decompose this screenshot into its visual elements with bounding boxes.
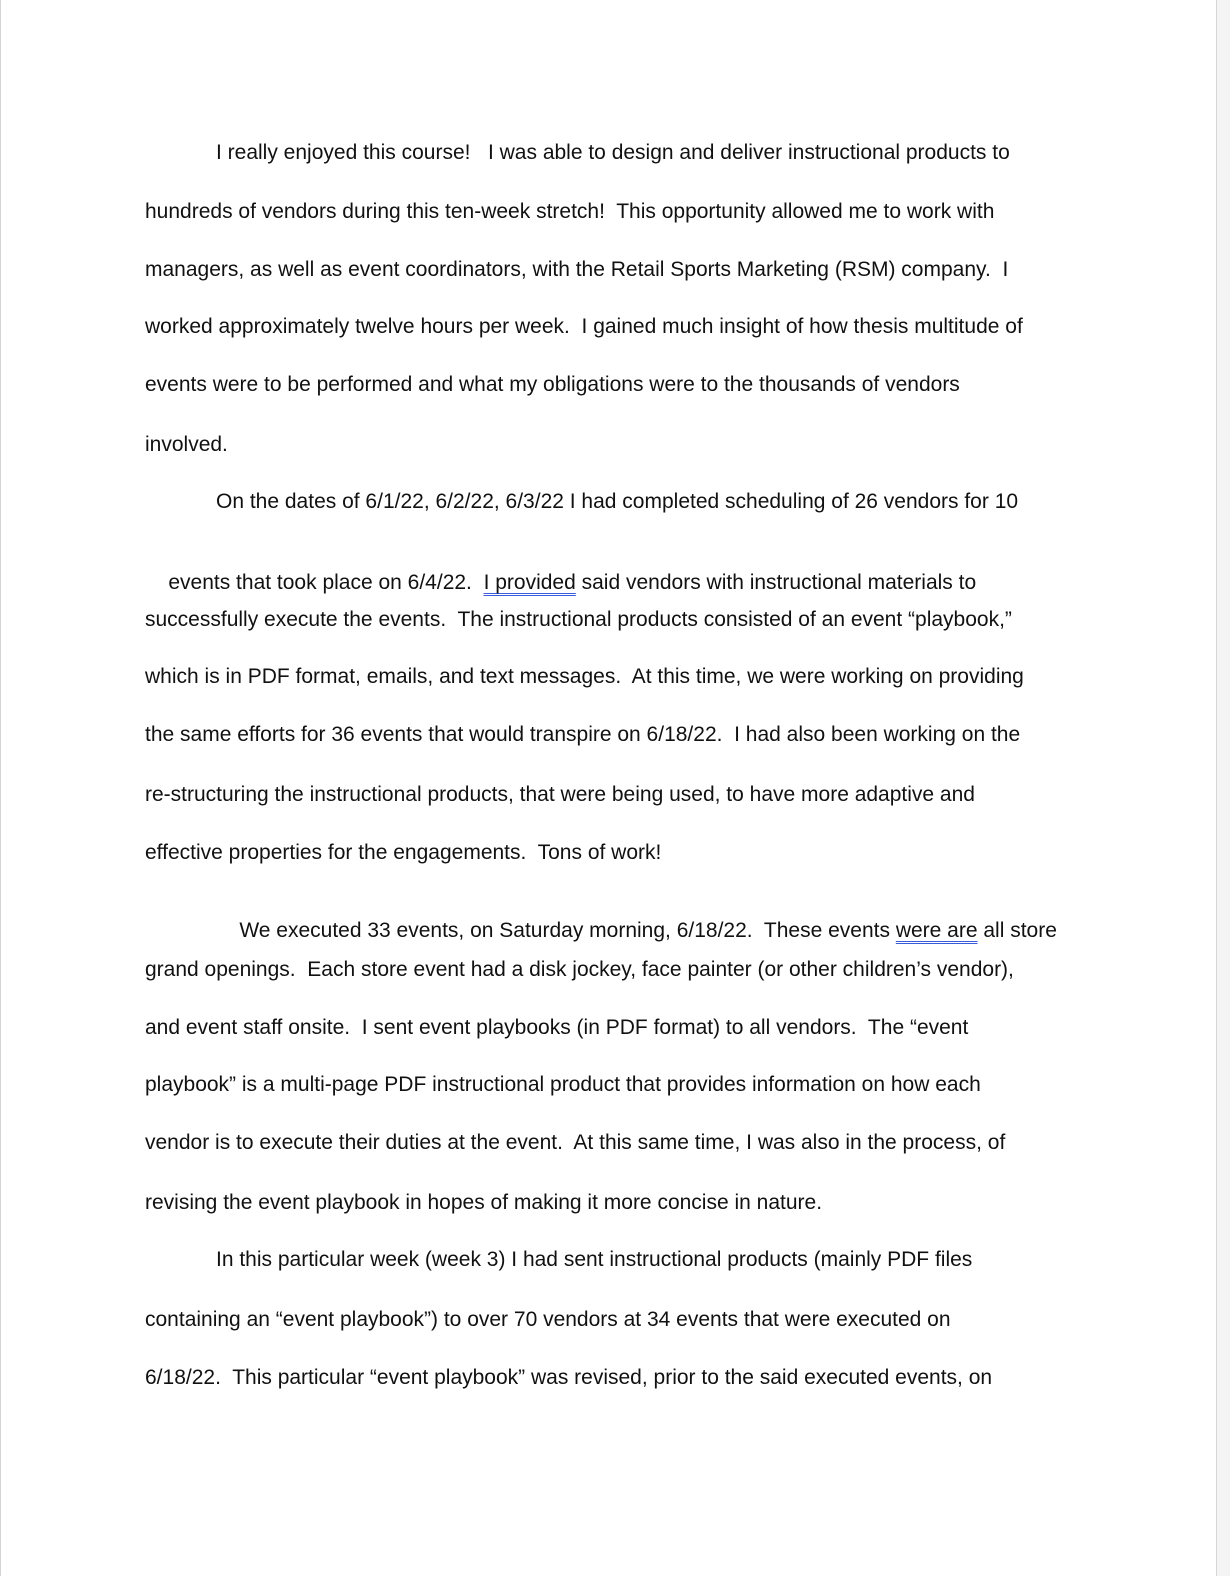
grammar-flag-were-are[interactable]: were are — [895, 919, 978, 942]
text-line-12: re-structuring the instructional products, that were being used, to have more adaptive and — [145, 783, 975, 806]
text-line-2: hundreds of vendors during this ten-week stretch! This opportunity allowed me to work with — [145, 200, 995, 223]
page-edge — [1216, 0, 1230, 1576]
text-line-8 — [145, 551, 976, 614]
grammar-flag-i-provided[interactable]: I provided — [483, 571, 576, 594]
text-line-11: the same efforts for 36 events that would transpire on 6/18/22. I had also been working on the — [145, 723, 1021, 746]
text-line-8-end: said vendors with instructional materials to — [575, 571, 977, 594]
text-line-14-start: We executed 33 events, on Saturday morning, 6/18/22. These events — [239, 919, 896, 942]
text-line-14 — [216, 899, 1057, 962]
text-line-16: and event staff onsite. I sent event playbooks (in PDF format) to all vendors. The “event — [145, 1016, 969, 1039]
text-line-7: On the dates of 6/1/22, 6/2/22, 6/3/22 I had completed scheduling of 26 vendors for 10 — [216, 490, 1019, 513]
text-line-8-start: events that took place on 6/4/22. — [168, 571, 484, 594]
text-line-5: events were to be performed and what my obligations were to the thousands of vendors — [145, 373, 960, 396]
text-line-18: vendor is to execute their duties at the event. At this same time, I was also in the process, of — [145, 1131, 1006, 1154]
text-line-17: playbook” is a multi-page PDF instructional product that provides information on how each — [145, 1073, 981, 1096]
text-line-3: managers, as well as event coordinators, with the Retail Sports Marketing (RSM) company. I — [145, 258, 1009, 281]
text-line-10: which is in PDF format, emails, and text messages. At this time, we were working on providing — [145, 665, 1024, 688]
text-line-14-end: all store — [977, 919, 1057, 942]
text-line-13: effective properties for the engagements. Tons of work! — [145, 841, 662, 864]
text-line-4: worked approximately twelve hours per week. I gained much insight of how thesis multitude of — [145, 315, 1023, 338]
text-line-1: I really enjoyed this course! I was able to design and deliver instructional products to — [216, 141, 1010, 164]
text-line-21: containing an “event playbook”) to over 70 vendors at 34 events that were executed on — [145, 1308, 951, 1331]
text-line-20: In this particular week (week 3) I had sent instructional products (mainly PDF files — [216, 1248, 973, 1271]
text-line-9: successfully execute the events. The instructional products consisted of an event “playbook,” — [145, 608, 1012, 631]
text-line-19: revising the event playbook in hopes of making it more concise in nature. — [145, 1191, 823, 1214]
text-line-22: 6/18/22. This particular “event playbook” was revised, prior to the said executed events, on — [145, 1366, 993, 1389]
text-line-15: grand openings. Each store event had a disk jockey, face painter (or other children’s vendor), — [145, 958, 1014, 981]
text-line-6: involved. — [145, 433, 228, 456]
